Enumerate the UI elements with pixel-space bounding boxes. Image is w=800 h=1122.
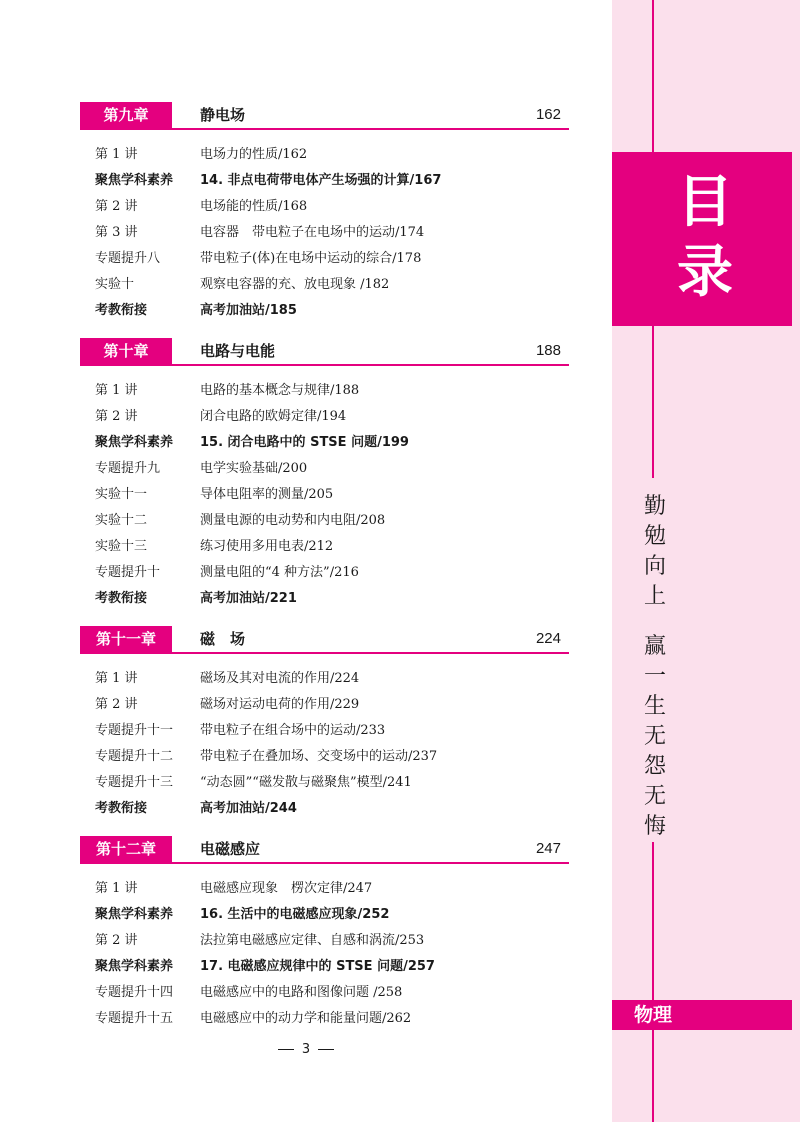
dash-left [278,1049,294,1050]
chapter-header[interactable] [80,626,569,654]
toc-entry[interactable] [95,586,565,612]
entry-text: 16. 生活中的电磁感应现象/252 [200,907,390,922]
entry-kind: 第 1 讲 [95,383,138,398]
toc-entry[interactable] [95,718,565,744]
entry-kind: 第 2 讲 [95,409,138,424]
entry-kind: 第 2 讲 [95,697,138,712]
entry-text: 电磁感应中的电路和图像问题 /258 [200,985,403,1000]
entry-text: 闭合电路的欧姆定律/194 [200,409,347,424]
toc-entry[interactable] [95,560,565,586]
slogan-char: 悔 [643,814,666,839]
entry-text: 电场力的性质/162 [200,147,308,162]
entry-kind: 聚焦学科素养 [95,959,174,974]
chapter-header[interactable] [80,338,569,366]
toc-entry[interactable] [95,298,565,324]
entry-text: 法拉第电磁感应定律、自感和涡流/253 [200,933,425,948]
toc-entry[interactable] [95,482,565,508]
subject-label: 物理 [612,1000,792,1030]
slogan-char: 无 [643,724,666,749]
toc-entry[interactable] [95,272,565,298]
entry-kind: 实验十三 [95,539,148,554]
entry-kind: 聚焦学科素养 [95,907,174,922]
entry-text: 电磁感应中的动力学和能量问题/262 [200,1011,412,1026]
entry-kind: 实验十一 [95,487,148,502]
entry-kind: 聚焦学科素养 [95,173,174,188]
entry-text: 电学实验基础/200 [200,461,308,476]
entry-kind: 第 1 讲 [95,147,138,162]
toc-entry[interactable] [95,980,565,1006]
slogan-char: 勤 [643,494,666,519]
entry-kind: 第 2 讲 [95,199,138,214]
toc-entry[interactable] [95,1006,565,1032]
slogan-char: 生 [643,694,666,719]
entry-text: 电场能的性质/168 [200,199,308,214]
entry-text: 观察电容器的充、放电现象 /182 [200,277,390,292]
entry-kind: 专题提升十三 [95,775,174,790]
entry-text: 15. 闭合电路中的 STSE 问题/199 [200,435,409,450]
chapter-page: 247 [535,840,561,857]
chapter-label: 第十一章 [80,626,172,652]
entry-kind: 专题提升十二 [95,749,174,764]
chapter-header[interactable] [80,836,569,864]
chapter-title: 电磁感应 [200,840,261,858]
entry-kind: 实验十 [95,277,135,292]
entry-kind: 第 1 讲 [95,881,138,896]
slogan-part-1 [641,492,669,612]
entry-kind: 第 2 讲 [95,933,138,948]
dash-right [318,1049,334,1050]
entry-kind: 专题提升十四 [95,985,174,1000]
slogan-char: 怨 [643,754,666,779]
entry-kind: 实验十二 [95,513,148,528]
chapter-label: 第十二章 [80,836,172,862]
chapter-header[interactable] [80,102,569,130]
entry-kind: 专题提升九 [95,461,161,476]
entry-text: 导体电阻率的测量/205 [200,487,334,502]
entry-text: 高考加油站/221 [200,591,297,606]
toc-entry[interactable] [95,666,565,692]
entry-text: 14. 非点电荷带电体产生场强的计算/167 [200,173,442,188]
chapter-label: 第九章 [80,102,172,128]
entry-kind: 专题提升八 [95,251,161,266]
toc-entry[interactable] [95,142,565,168]
entry-text: 17. 电磁感应规律中的 STSE 问题/257 [200,959,435,974]
entry-kind: 专题提升十五 [95,1011,174,1026]
toc-entry[interactable] [95,508,565,534]
entry-text: “动态圆”“磁发散与磁聚焦”模型/241 [200,775,412,790]
sidebar-line-top [652,0,654,152]
entry-text: 高考加油站/244 [200,801,297,816]
toc-entry[interactable] [95,194,565,220]
slogan-char: 无 [643,784,666,809]
chapter-page: 188 [535,342,561,359]
slogan-part-2 [641,632,669,842]
toc-entry[interactable] [95,378,565,404]
sidebar-line-lower [652,842,654,1000]
slogan-char: 赢 [643,634,666,659]
entry-text: 磁场对运动电荷的作用/229 [200,697,360,712]
toc-entry[interactable] [95,796,565,822]
toc-entry[interactable] [95,534,565,560]
sidebar-line-middle [652,326,654,478]
chapter-title: 静电场 [200,106,246,124]
chapter-page: 224 [535,630,561,647]
slogan-char: 上 [643,584,666,609]
toc-entry[interactable] [95,168,565,194]
entry-text: 高考加油站/185 [200,303,297,318]
toc-entry[interactable] [95,744,565,770]
slogan-char: 一 [643,664,666,689]
entry-text: 带电粒子(体)在电场中运动的综合/178 [200,251,422,266]
entry-text: 电磁感应现象 楞次定律/247 [200,881,373,896]
entry-kind: 专题提升十 [95,565,161,580]
entry-text: 电路的基本概念与规律/188 [200,383,360,398]
toc-entry[interactable] [95,692,565,718]
entry-kind: 聚焦学科素养 [95,435,174,450]
page-number-value: 3 [301,1042,311,1057]
entry-text: 磁场及其对电流的作用/224 [200,671,360,686]
toc-entry[interactable] [95,404,565,430]
entry-text: 电容器 带电粒子在电场中的运动/174 [200,225,425,240]
toc-title-char-1: 目 [677,170,733,235]
slogan-char: 向 [643,554,666,579]
chapter-title: 电路与电能 [200,342,276,360]
toc-entry[interactable] [95,928,565,954]
entry-text: 测量电阻的“4 种方法”/216 [200,565,359,580]
toc-entry[interactable] [95,430,565,456]
toc-entry[interactable] [95,246,565,272]
toc-entry[interactable] [95,902,565,928]
chapter-label: 第十章 [80,338,172,364]
toc-entry[interactable] [95,220,565,246]
entry-kind: 第 3 讲 [95,225,138,240]
entry-text: 测量电源的电动势和内电阻/208 [200,513,386,528]
sidebar-line-bottom [652,1030,654,1122]
entry-text: 练习使用多用电表/212 [200,539,334,554]
entry-kind: 专题提升十一 [95,723,174,738]
slogan-char: 勉 [643,524,666,549]
entry-kind: 第 1 讲 [95,671,138,686]
entry-kind: 考教衔接 [95,303,148,318]
chapter-page: 162 [535,106,561,123]
entry-kind: 考教衔接 [95,591,148,606]
entry-text: 带电粒子在叠加场、交变场中的运动/237 [200,749,438,764]
toc-entry[interactable] [95,954,565,980]
entry-text: 带电粒子在组合场中的运动/233 [200,723,386,738]
toc-entry[interactable] [95,770,565,796]
toc-entry[interactable] [95,876,565,902]
page-number [0,1040,612,1060]
toc-entry[interactable] [95,456,565,482]
toc-title-char-2: 录 [677,240,733,305]
chapter-title: 磁 场 [200,630,246,648]
entry-kind: 考教衔接 [95,801,148,816]
